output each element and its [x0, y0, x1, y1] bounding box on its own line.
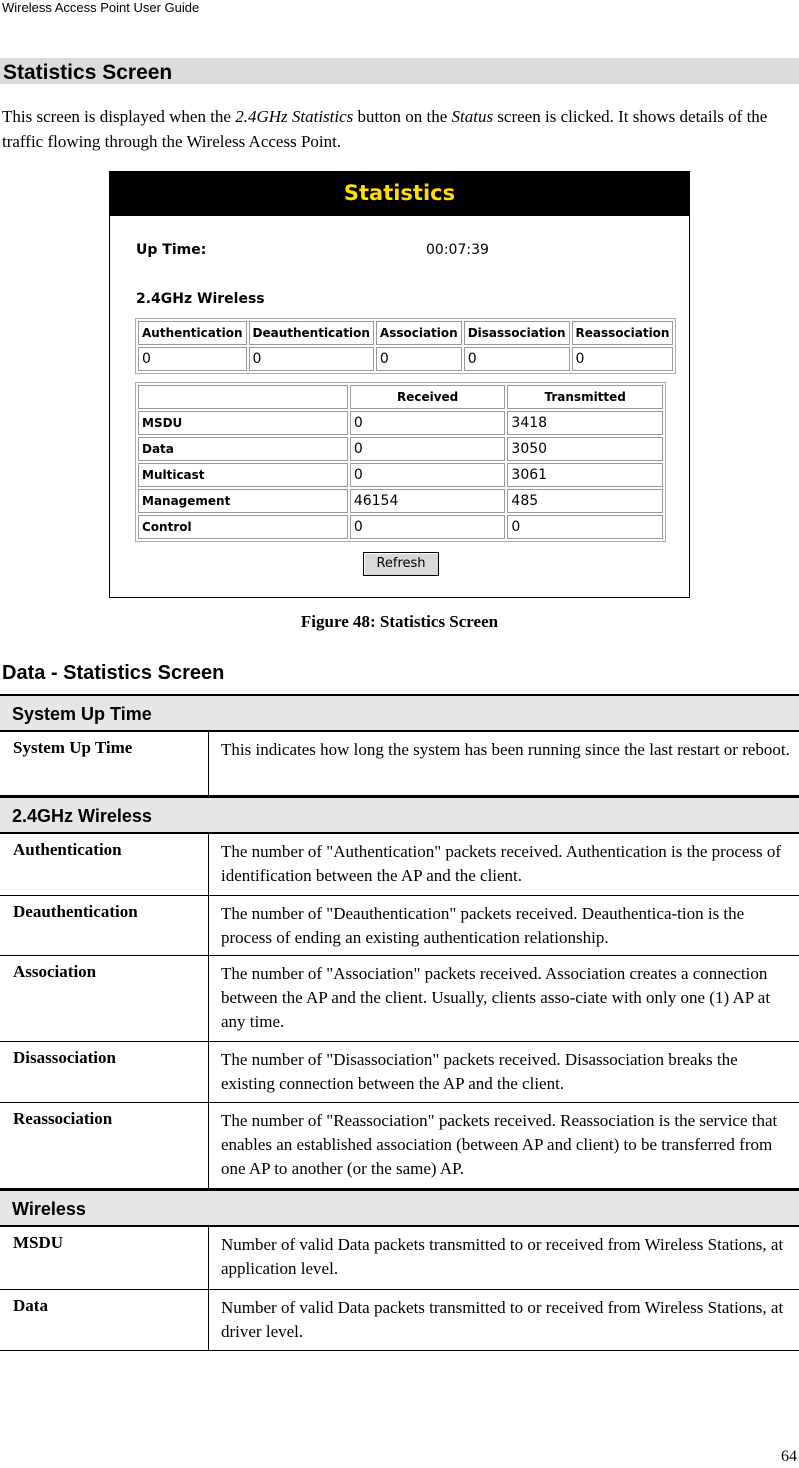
definition-text: The number of "Authentication" packets received. Authentication is the process of identification between the AP and the client.	[221, 842, 782, 885]
figure-header-bar	[110, 172, 689, 216]
value-deauthentication: 0	[249, 347, 374, 371]
traffic-stats-table	[135, 382, 666, 542]
group-header-system-up-time: System Up Time	[0, 694, 799, 732]
traffic-row-label: MSDU	[138, 411, 348, 435]
definition-text: The number of "Reassociation" packets received. Reassociation is the service that enables an established association (between AP and client) to be transferred from one AP to another (or the same) AP.	[221, 1111, 778, 1178]
traffic-row-label: Control	[138, 515, 348, 539]
figure-title: Statistics	[343, 181, 456, 205]
intro-emphasis-status: Status	[451, 107, 494, 126]
traffic-row-control	[138, 515, 663, 539]
header-reassociation: Reassociation	[572, 321, 674, 345]
definition-text: Number of valid Data packets transmitted to or received from Wireless Stations, at driver level.	[221, 1298, 784, 1341]
definition-text: Number of valid Data packets transmitted to or received from Wireless Stations, at application level.	[221, 1235, 784, 1278]
value-disassociation: 0	[464, 347, 570, 371]
group-header-2-4ghz-wireless: 2.4GHz Wireless	[0, 796, 799, 834]
traffic-row-management	[138, 489, 663, 513]
traffic-row-label: Multicast	[138, 463, 348, 487]
traffic-row-label: Management	[138, 489, 348, 513]
traffic-row-label: Data	[138, 437, 348, 461]
definition-term: System Up Time	[13, 738, 133, 757]
header-association: Association	[376, 321, 462, 345]
group-header-wireless: Wireless	[0, 1189, 799, 1227]
definition-row-data	[0, 1290, 799, 1351]
header-deauthentication: Deauthentication	[249, 321, 374, 345]
traffic-header-received: Received	[350, 385, 506, 409]
traffic-transmitted: 3061	[507, 463, 663, 487]
traffic-received: 0	[350, 515, 506, 539]
intro-text-1: This screen is displayed when the	[2, 107, 236, 126]
definition-term: Data	[13, 1296, 48, 1315]
data-table-heading: Data - Statistics Screen	[2, 662, 225, 684]
definition-row-msdu	[0, 1227, 799, 1290]
definition-text: The number of "Association" packets received. Association creates a connection between the AP and the client. Usually, clients asso-ciate with only one (1) AP at any time.	[221, 964, 771, 1031]
value-reassociation: 0	[572, 347, 674, 371]
association-header-row	[138, 321, 673, 345]
page-number: 64	[781, 1448, 797, 1465]
figure-caption: Figure 48: Statistics Screen	[300, 612, 499, 631]
traffic-received: 0	[350, 411, 506, 435]
intro-emphasis-statistics: 2.4GHz Statistics	[235, 107, 354, 126]
definition-text: The number of "Deauthentication" packets received. Deauthentica-tion is the process of ending an existing authentication relationship.	[221, 904, 745, 947]
section-title: Statistics Screen	[3, 61, 173, 84]
uptime-label: Up Time:	[136, 242, 207, 258]
definition-row-system-up-time	[0, 732, 799, 796]
association-stats-table	[135, 318, 676, 374]
traffic-transmitted: 3418	[507, 411, 663, 435]
traffic-received: 46154	[350, 489, 506, 513]
wireless-section-label: 2.4GHz Wireless	[136, 291, 265, 307]
intro-text-2: button on the	[353, 107, 452, 126]
traffic-row-data	[138, 437, 663, 461]
traffic-header-row	[138, 385, 663, 409]
traffic-row-multicast	[138, 463, 663, 487]
header-authentication: Authentication	[138, 321, 247, 345]
traffic-transmitted: 3050	[507, 437, 663, 461]
definition-term: Authentication	[13, 840, 122, 859]
running-header: Wireless Access Point User Guide	[2, 0, 200, 15]
data-definitions-table	[0, 694, 799, 1351]
value-authentication: 0	[138, 347, 247, 371]
definition-term: Association	[13, 962, 97, 981]
definition-term: Deauthentication	[13, 902, 138, 921]
definition-row-disassociation	[0, 1042, 799, 1103]
statistics-screenshot	[109, 171, 690, 598]
definition-row-association	[0, 956, 799, 1042]
definition-term: Disassociation	[13, 1048, 116, 1067]
traffic-transmitted: 0	[507, 515, 663, 539]
association-value-row	[138, 347, 673, 371]
traffic-received: 0	[350, 437, 506, 461]
definition-row-reassociation	[0, 1103, 799, 1189]
value-association: 0	[376, 347, 462, 371]
intro-paragraph	[2, 104, 792, 154]
definition-row-deauthentication	[0, 896, 799, 956]
traffic-row-msdu	[138, 411, 663, 435]
definition-row-authentication	[0, 834, 799, 896]
definition-text: The number of "Disassociation" packets received. Disassociation breaks the existing connection between the AP and the client.	[221, 1050, 738, 1093]
uptime-value: 00:07:39	[426, 242, 489, 258]
definition-term: Reassociation	[13, 1109, 113, 1128]
traffic-header-blank	[138, 385, 348, 409]
definition-term: MSDU	[13, 1233, 64, 1252]
intro-text-3: screen is clicked. It shows details of the traffic flowing through the Wireless Access Point.	[2, 107, 768, 151]
refresh-button[interactable]: Refresh	[363, 552, 439, 576]
traffic-transmitted: 485	[507, 489, 663, 513]
header-disassociation: Disassociation	[464, 321, 570, 345]
definition-text: This indicates how long the system has been running since the last restart or reboot.	[221, 740, 790, 759]
traffic-header-transmitted: Transmitted	[507, 385, 663, 409]
traffic-received: 0	[350, 463, 506, 487]
